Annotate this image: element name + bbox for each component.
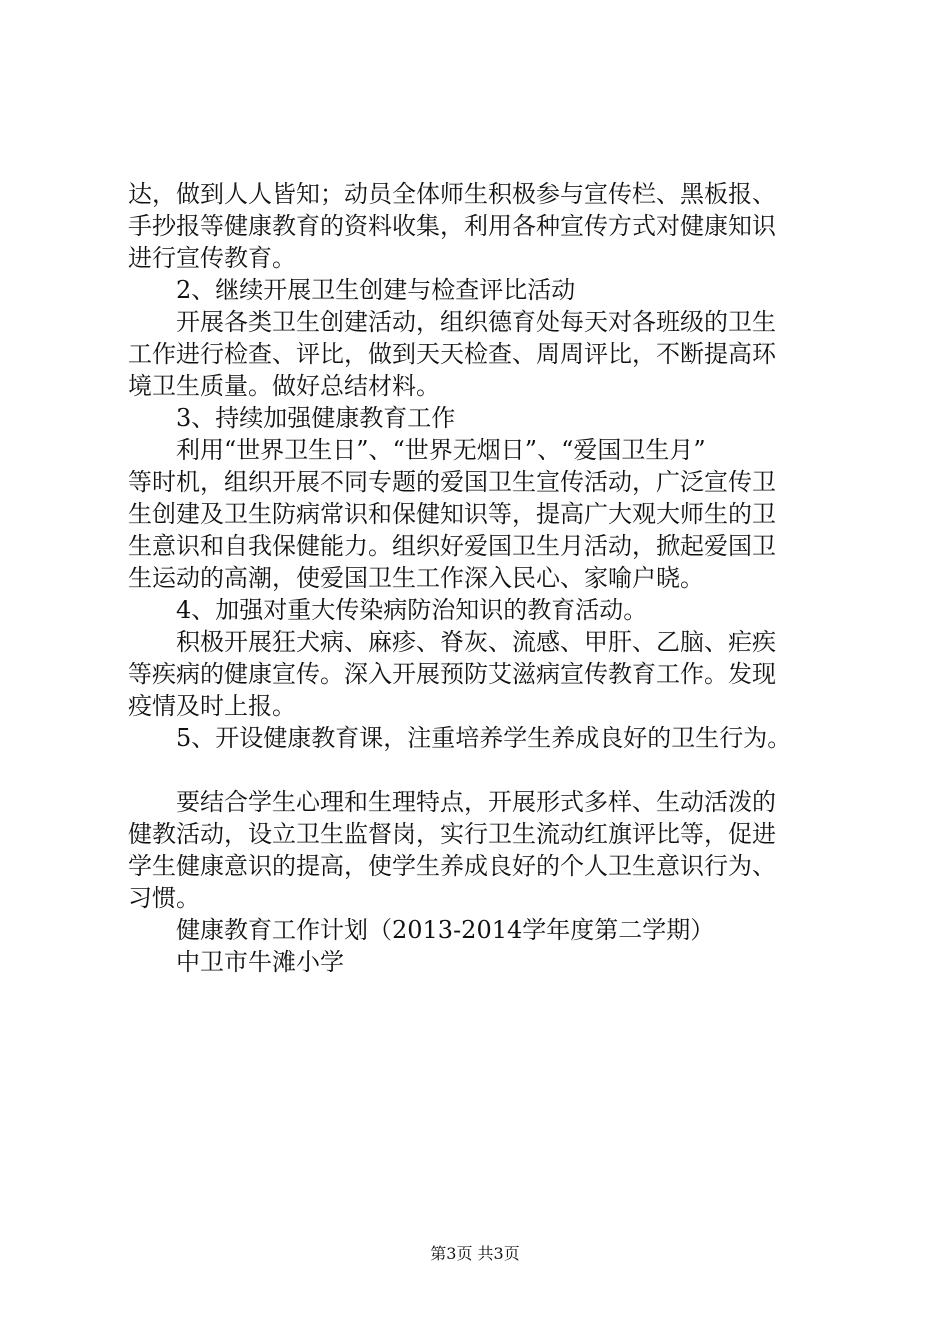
body-line: 生意识和自我保健能力。组织好爱国卫生月活动，掀起爱国卫 (128, 532, 776, 560)
section-heading: 2、继续开展卫生创建与检查评比活动 (176, 276, 576, 304)
body-line: 等时机，组织开展不同专题的爱国卫生宣传活动，广泛宣传卫 (128, 468, 776, 496)
body-line: 健教活动，设立卫生监督岗，实行卫生流动红旗评比等，促进 (128, 820, 776, 848)
section-heading: 5、开设健康教育课，注重培养学生养成良好的卫生行为。 (176, 724, 792, 752)
body-line: 等疾病的健康宣传。深入开展预防艾滋病宣传教育工作。发现 (128, 660, 776, 688)
school-name-line: 中卫市牛滩小学 (176, 948, 344, 976)
page-number-footer: 第3页 共3页 (430, 1244, 520, 1263)
body-line: 疫情及时上报。 (128, 692, 296, 720)
body-line: 进行宣传教育。 (128, 244, 296, 272)
body-line: 工作进行检查、评比，做到天天检查、周周评比，不断提高环 (128, 340, 776, 368)
body-line: 境卫生质量。做好总结材料。 (128, 372, 440, 400)
body-line: 利用“世界卫生日”、“世界无烟日”、“爱国卫生月” (176, 436, 706, 464)
document-title-line: 健康教育工作计划（2013-2014学年度第二学期） (176, 916, 715, 944)
section-heading: 4、加强对重大传染病防治知识的教育活动。 (176, 596, 648, 624)
body-line: 积极开展狂犬病、麻疹、脊灰、流感、甲肝、乙脑、疟疾 (176, 628, 776, 656)
body-line: 习惯。 (128, 884, 200, 912)
body-line: 生创建及卫生防病常识和保健知识等，提高广大观大师生的卫 (128, 500, 776, 528)
body-line: 达，做到人人皆知；动员全体师生积极参与宣传栏、黑板报、 (128, 180, 776, 208)
body-line: 生运动的高潮，使爱国卫生工作深入民心、家喻户晓。 (128, 564, 704, 592)
body-line: 学生健康意识的提高，使学生养成良好的个人卫生意识行为、 (128, 852, 776, 880)
body-line: 开展各类卫生创建活动，组织德育处每天对各班级的卫生 (176, 308, 776, 336)
section-heading: 3、持续加强健康教育工作 (176, 404, 456, 432)
body-line: 手抄报等健康教育的资料收集，利用各种宣传方式对健康知识 (128, 212, 776, 240)
body-line: 要结合学生心理和生理特点，开展形式多样、生动活泼的 (176, 788, 776, 816)
